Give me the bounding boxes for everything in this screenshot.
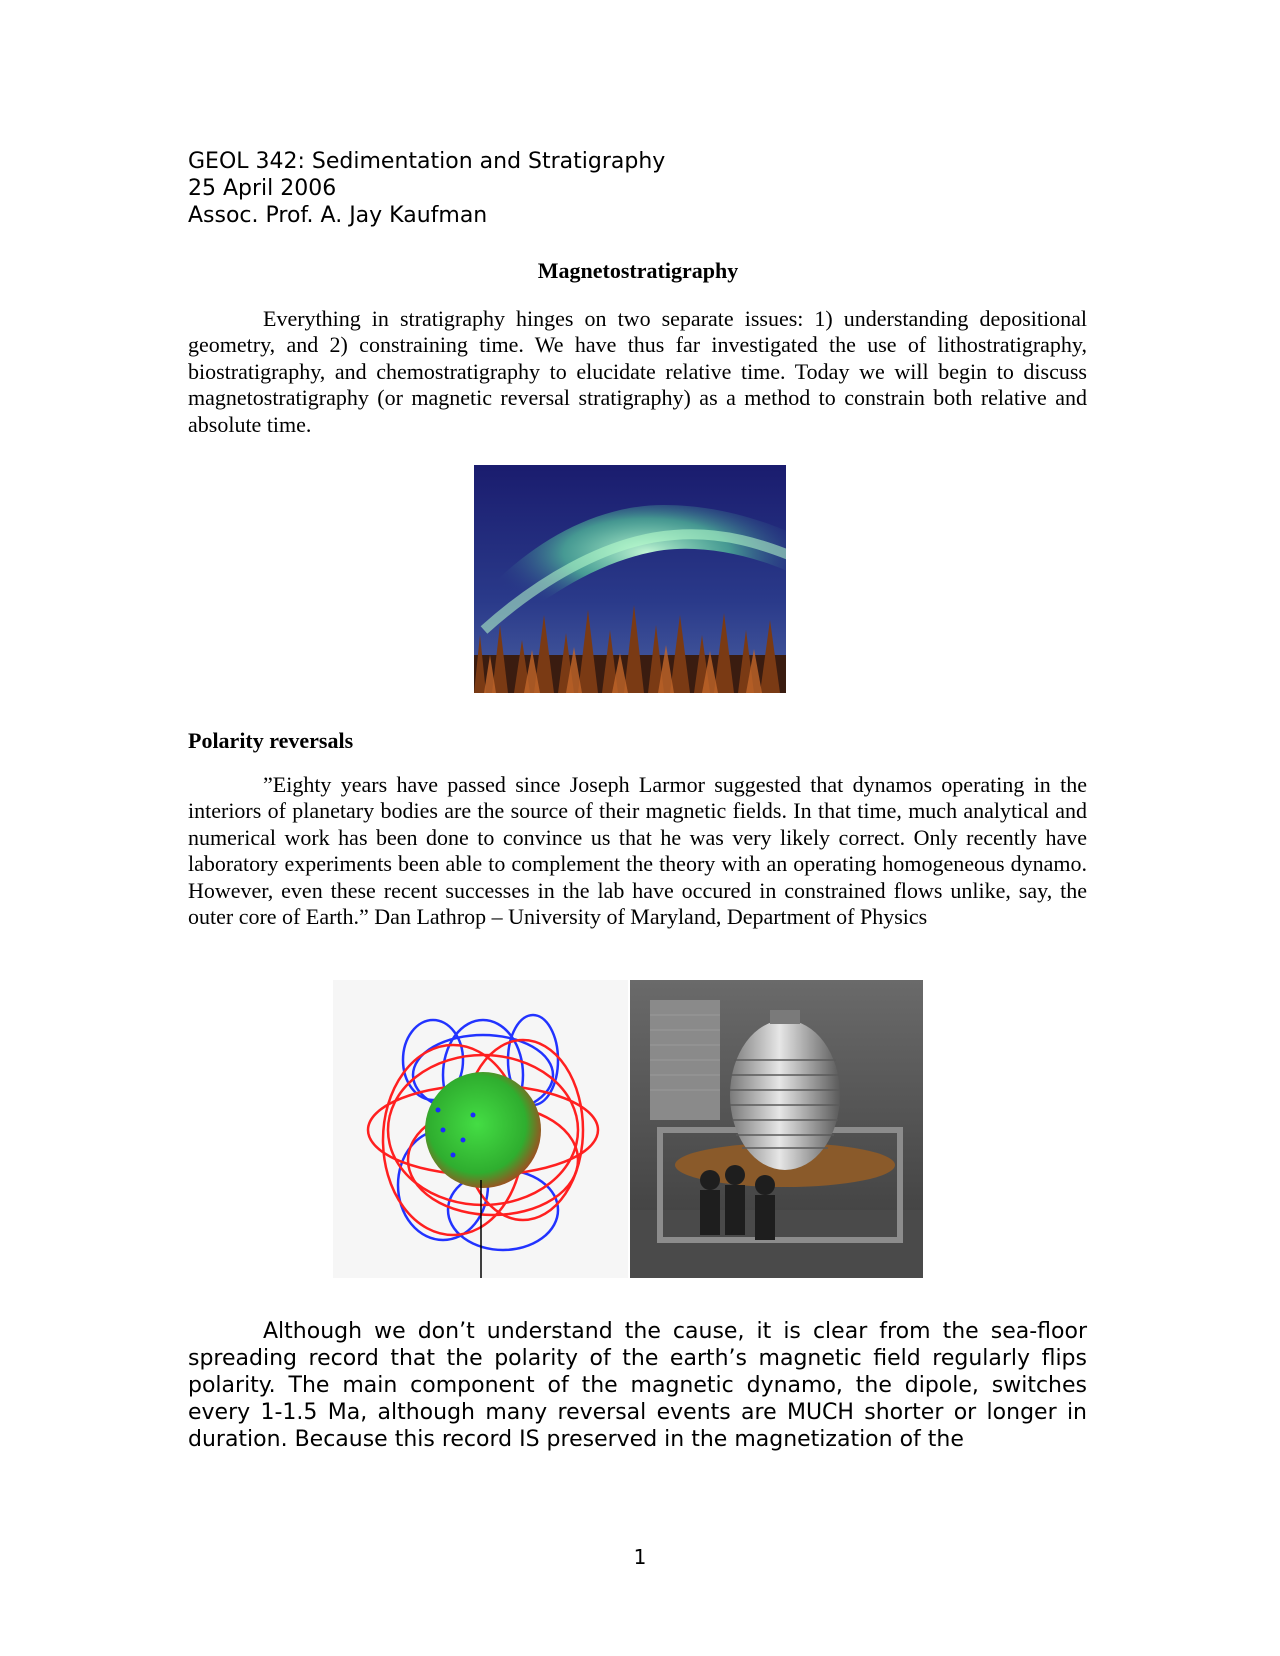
intro-paragraph: Everything in stratigraphy hinges on two separate issues: 1) understanding depositional geometry, and 2) constraining time. We have thus far investigated the use of lithostratigraphy, biostratigraphy, and chemostratigraphy to elucidate relative time. Today we will begin to discuss magnetostratigraphy (or magnetic reversal stratigraphy) as a method to constrain both relative and absolute time.	[188, 306, 1087, 437]
aurora-photo	[474, 465, 786, 693]
quote-paragraph: ”Eighty years have passed since Joseph Larmor suggested that dynamos operating in the interiors of planetary bodies are the source of their magnetic fields. In that time, much analytical and numerical work has been done to convince us that he was very likely correct. Only recently have laboratory experiments been able to complement the theory with an operating homogeneous dynamo. However, even these recent successes in the lab have occured in constrained flows unlike, say, the outer core of Earth.” Dan Lathrop – University of Maryland, Department of Physics	[188, 772, 1087, 930]
course-title: GEOL 342: Sedimentation and Stratigraphy	[188, 149, 666, 174]
body-paragraph: Although we don’t understand the cause, it is clear from the sea-floor spreading record that the polarity of the earth’s magnetic field regularly flips polarity. The main component of the magnetic dynamo, the dipole, switches every 1-1.5 Ma, although many reversal events are MUCH shorter or longer in duration. Because this record IS preserved in the magnetization of the	[188, 1319, 1087, 1452]
section-heading: Polarity reversals	[188, 728, 354, 753]
magnetic-field-lines-diagram	[333, 980, 628, 1278]
instructor-name: Assoc. Prof. A. Jay Kaufman	[188, 203, 488, 228]
page-title: Magnetostratigraphy	[537, 258, 739, 283]
document-header	[188, 148, 665, 229]
page-number: 1	[633, 1545, 647, 1569]
laboratory-dynamo-photo	[630, 980, 923, 1278]
lecture-date: 25 April 2006	[188, 176, 337, 201]
